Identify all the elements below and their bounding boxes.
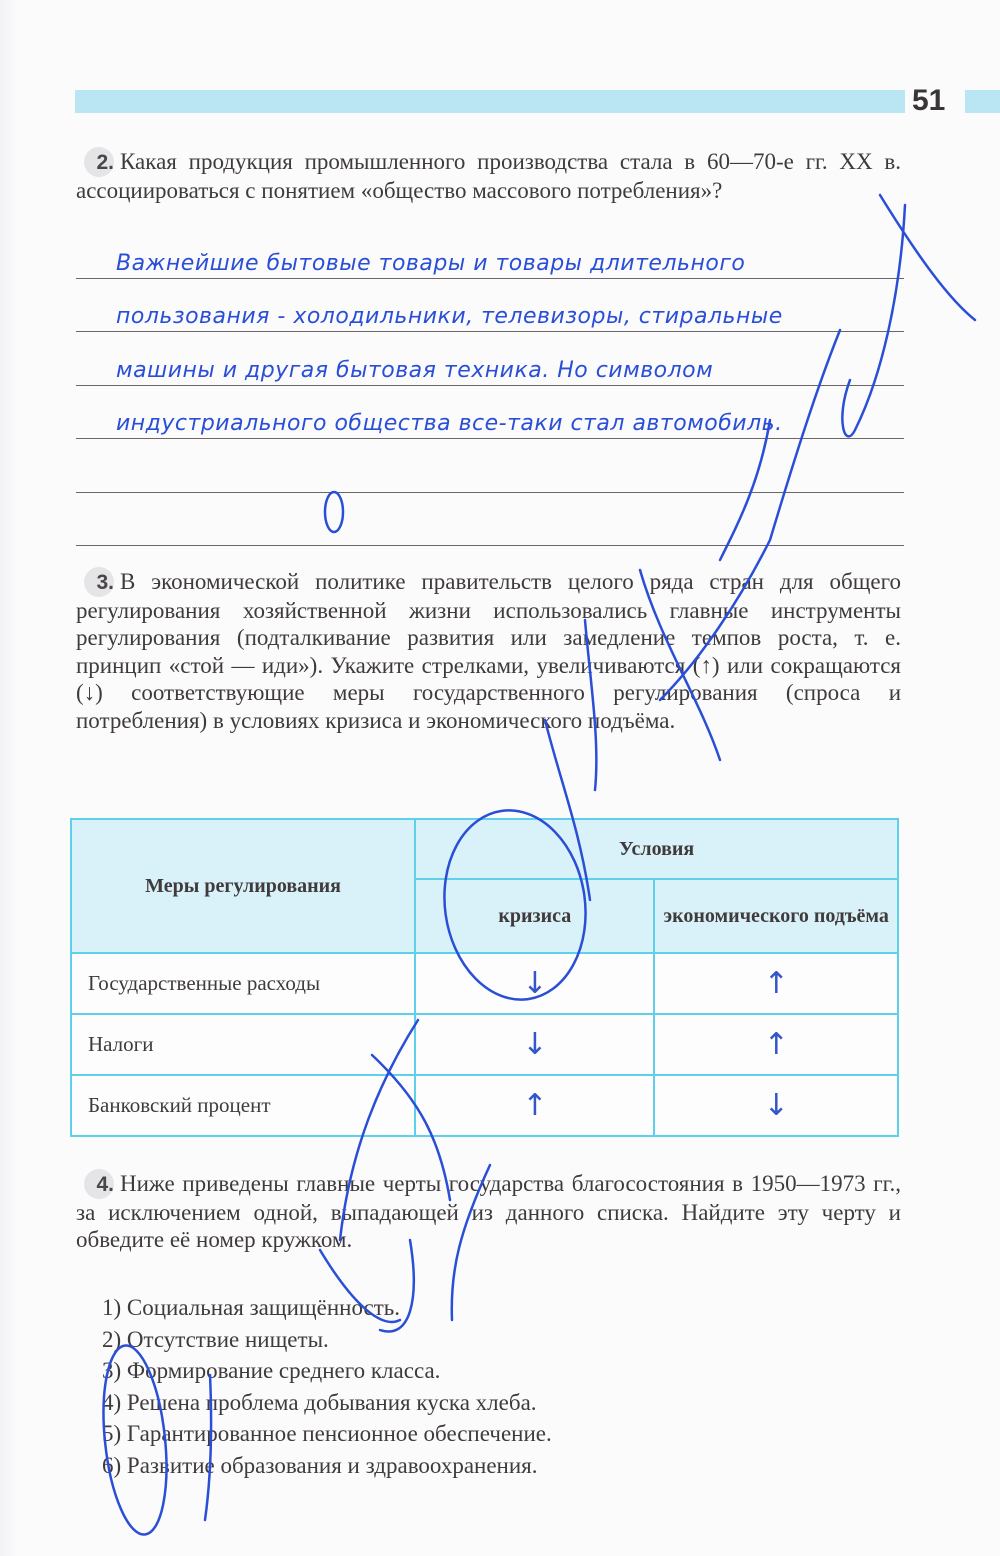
answer-line[interactable] — [76, 386, 904, 440]
task-4-text — [76, 1170, 901, 1254]
arrow-up-icon: ↑ — [763, 965, 789, 1001]
answer-line[interactable] — [76, 493, 904, 547]
handwritten-answer: пользования - холодильники, телевизоры, стиральные — [116, 304, 783, 329]
task-2-text — [76, 148, 901, 204]
task-3 — [76, 568, 901, 734]
page-number: 51 — [912, 84, 946, 117]
task-4-question: Ниже приведены главные черты государства благосостояния в 1950—1973 гг., за исключением одной, выпадающей из данного списка. Найдите эту черту и обведите её номер кружком. — [76, 1171, 901, 1252]
list-item[interactable]: 3) Формирование среднего класса. — [102, 1358, 441, 1383]
arrow-down-icon: ↓ — [763, 1087, 789, 1123]
measure-cell: Налоги — [71, 1014, 415, 1075]
task-4 — [76, 1170, 901, 1254]
arrow-up-icon: ↑ — [522, 1087, 548, 1123]
table-row — [71, 1075, 898, 1136]
list-item[interactable]: 4) Решена проблема добывания куска хлеба. — [102, 1389, 537, 1415]
crisis-cell[interactable] — [415, 1075, 654, 1136]
answer-line[interactable] — [76, 332, 904, 386]
measure-cell: Банковский процент — [71, 1075, 415, 1136]
task-number-badge: 3. — [76, 569, 120, 597]
list-item[interactable]: 2) Отсутствие нищеты. — [102, 1326, 329, 1352]
list-item[interactable]: 6) Развитие образования и здравоохранения. — [102, 1452, 538, 1478]
arrow-up-icon: ↑ — [763, 1026, 789, 1062]
boom-cell[interactable] — [654, 1014, 898, 1075]
header-band-right — [965, 90, 1000, 113]
task-number-badge: 2. — [76, 149, 120, 177]
table-row — [71, 953, 898, 1014]
arrow-down-icon: ↓ — [522, 965, 548, 1001]
task-2 — [76, 148, 901, 204]
measure-cell: Государственные расходы — [71, 953, 415, 1014]
answer-line[interactable] — [76, 439, 904, 493]
header-measures: Меры регулирования — [71, 819, 415, 953]
list-item[interactable]: 1) Социальная защищённость. — [102, 1295, 401, 1320]
handwritten-answer: индустриального общества все-таки стал автомобиль. — [116, 411, 783, 436]
handwritten-answer: машины и другая бытовая техника. Но символом — [116, 357, 714, 383]
task-2-question: Какая продукция промышленного производства стала в 60—70-е гг. XX в. ассоциироваться с понятием «общество массового потребления»? — [76, 149, 901, 203]
arrow-down-icon: ↓ — [522, 1026, 548, 1062]
header-band — [75, 90, 905, 113]
table-row — [71, 1014, 898, 1075]
regulation-table — [70, 818, 899, 1137]
handwritten-answer: Важнейшие бытовые товары и товары длительного — [116, 250, 746, 276]
welfare-features-list — [102, 1292, 552, 1481]
answer-line[interactable] — [76, 279, 904, 333]
header-boom: экономического подъёма — [654, 879, 898, 953]
header-crisis: кризиса — [415, 879, 654, 953]
task-3-text — [76, 568, 901, 734]
header-conditions: Условия — [415, 819, 898, 879]
crisis-cell[interactable] — [415, 1014, 654, 1075]
boom-cell[interactable] — [654, 953, 898, 1014]
task-number-badge: 4. — [76, 1171, 120, 1199]
boom-cell[interactable] — [654, 1075, 898, 1136]
task-3-question: В экономической политике правительств целого ряда стран для общего регулирования хозяйственной жизни использовались главные инструменты регулирования (подталкивание развития или замедление темпов роста, т. е. принцип «стой — иди»). Укажите стрелками, увеличиваются (↑) или сокращаются (↓) соответствующие меры государственного регулирования (спроса и потребления) в условиях кризиса и экономического подъёма. — [76, 569, 901, 733]
answer-line[interactable] — [76, 225, 904, 279]
task-2-answer-area[interactable] — [76, 225, 904, 546]
list-item[interactable]: 5) Гарантированное пенсионное обеспечение. — [102, 1421, 552, 1446]
crisis-cell[interactable] — [415, 953, 654, 1014]
page-edge — [0, 0, 18, 1556]
